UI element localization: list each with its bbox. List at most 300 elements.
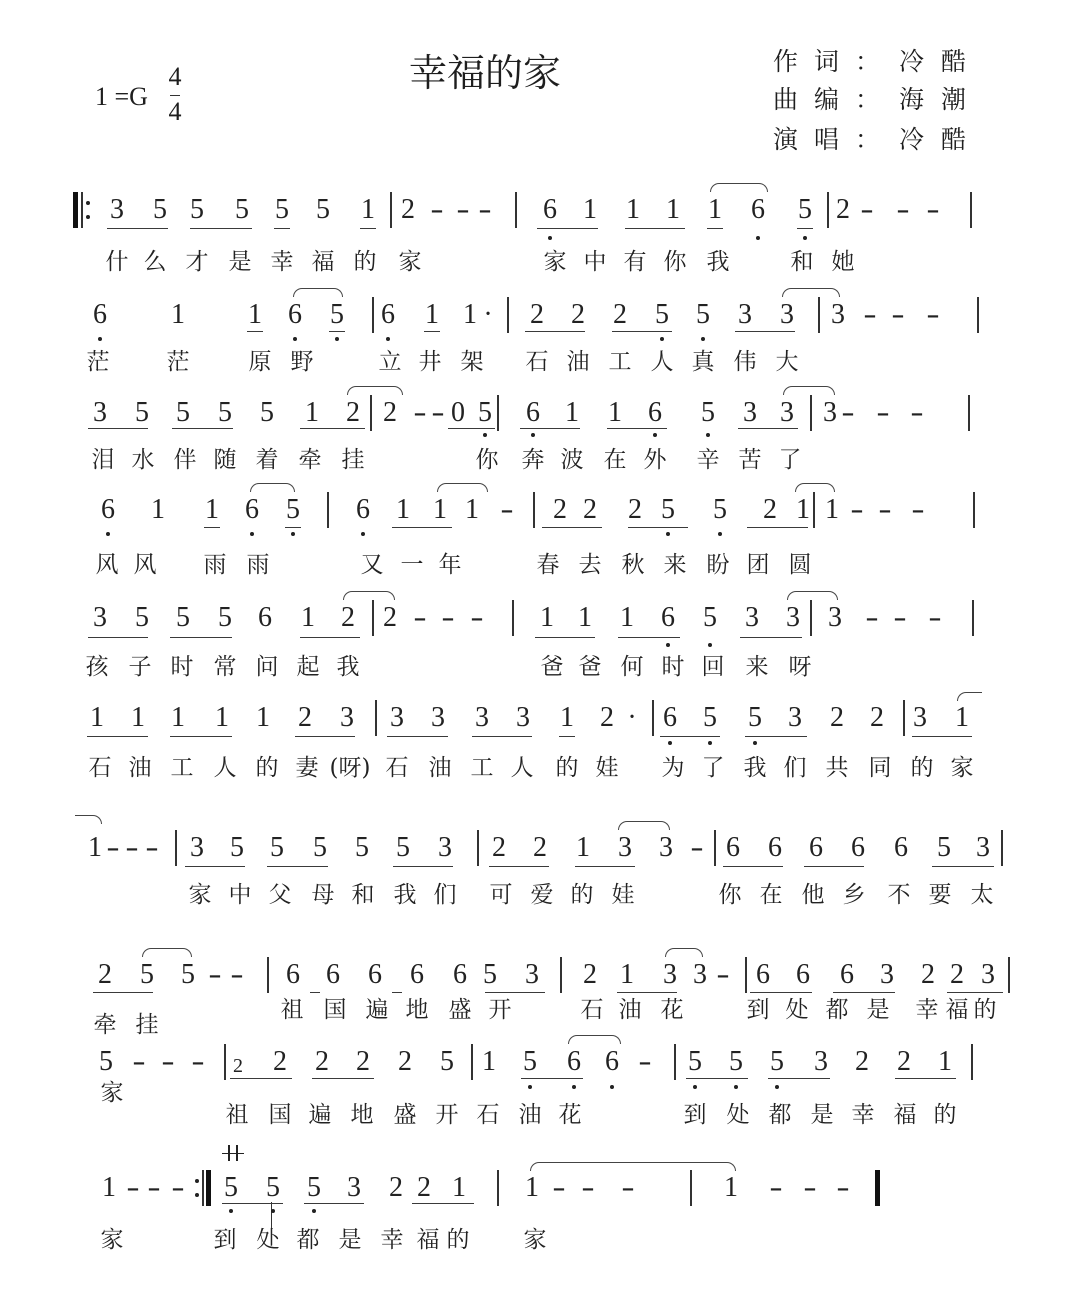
low-octave-dot [753,741,757,745]
lyric: 何 [620,654,644,680]
dash: - [191,1046,205,1077]
lyric: 地 [350,1102,374,1128]
note: 5 [440,1046,454,1077]
lyric: 时 [170,654,194,680]
note: 3 [93,397,107,428]
note: 3 [780,299,794,330]
note: 2 [836,194,850,225]
note: 5 [703,602,717,633]
lyric: 你 [663,249,687,275]
lyric: 家 [188,882,212,908]
beat-underline [392,992,402,993]
note: 6 [101,494,115,525]
lyric: 娃 [611,882,635,908]
beat-underline [535,637,595,638]
beat-underline [797,228,813,229]
lyric: 可 [489,882,513,908]
low-octave-dot [666,643,670,647]
lyric: 石 [525,349,549,375]
note: 5 [190,194,204,225]
note: 5 [235,194,249,225]
lyric: 了 [701,755,725,781]
barline [977,297,979,333]
note: 1 [626,194,640,225]
low-octave-dot [250,532,254,536]
note: 3 [438,832,452,863]
note: 1 [565,397,579,428]
low-octave-dot [293,337,297,341]
barline [810,395,812,431]
note: 5 [713,494,727,525]
lyric: 挂 [135,1012,159,1038]
barline [674,1044,676,1080]
low-octave-dot [106,532,110,536]
beat-underline [230,1078,292,1079]
note: 3 [743,397,757,428]
note: 5 [701,397,715,428]
beat-underline [360,228,376,229]
beat-underline [804,866,864,867]
note: 5 [523,1046,537,1077]
lyric: 常 [213,654,237,680]
tie-slur [293,288,343,297]
beat-underline [575,866,635,867]
low-octave-dot [666,532,670,536]
sign-mark-icon [228,1145,230,1161]
note: 5 [135,397,149,428]
beat-underline [170,736,232,737]
note: 1 [724,1172,738,1203]
beat-underline [285,527,301,528]
note: 1 [796,494,810,525]
tie-slur [665,948,703,957]
repeat-dot [195,1193,199,1197]
lyric: 幸 [915,997,939,1023]
note: 5 [729,1046,743,1077]
beat-underline [686,1078,748,1079]
lyric: 呀 [788,654,812,680]
dash: - [171,1172,185,1203]
barline [327,492,329,528]
beat-underline [107,228,168,229]
dash: - [803,1172,817,1203]
barline [372,600,374,636]
low-octave-dot [531,433,535,437]
lyric: 人 [650,349,674,375]
note: 6 [258,602,272,633]
lyric: 花 [558,1102,582,1128]
lyric: 人 [510,755,534,781]
lyric: 的 [910,755,934,781]
lyric: 是 [228,249,252,275]
beat-underline [542,527,602,528]
beat-underline [300,637,360,638]
lyric: 是 [338,1227,362,1253]
note: 6 [840,959,854,990]
note: 6 [526,397,540,428]
dash: - [878,494,892,525]
lyric: 母 [311,882,335,908]
lyric: 和 [351,882,375,908]
dash: - [926,299,940,330]
lyric: 盼 [706,552,730,578]
dash: - [106,832,120,863]
note: 5 [218,397,232,428]
lyric: 外 [643,447,667,473]
lyric: 遍 [308,1102,332,1128]
dash: - [910,397,924,428]
lyric: 是 [810,1102,834,1128]
beat-underline [747,527,808,528]
note: 5 [330,299,344,330]
lyric: 水 [131,447,155,473]
note: 3 [340,702,354,733]
note: 6 [894,832,908,863]
note: 5 [770,1046,784,1077]
lyric: 来 [663,552,687,578]
sign-mark-icon [236,1145,238,1161]
barline [813,492,815,528]
note: 2 [492,832,506,863]
note: 1 [482,1046,496,1077]
dash: - [716,959,730,990]
lyric: 家 [950,755,974,781]
lyric: 油 [566,349,590,375]
beat-underline [660,736,720,737]
lyric: 盛 [393,1102,417,1128]
note: 1 [583,194,597,225]
note: 2 [553,494,567,525]
note: 1 [465,494,479,525]
note: 5 [218,602,232,633]
barline [970,192,972,228]
dash: - [911,494,925,525]
final-barline [875,1170,880,1206]
barline [224,1044,226,1080]
lyric: 工 [170,755,194,781]
lyric: 家 [543,249,567,275]
note: 6 [381,299,395,330]
note: 5 [275,194,289,225]
note: 5 [396,832,410,863]
lyric: 花 [660,997,684,1023]
lyric: 她 [831,249,855,275]
barline [810,600,812,636]
dash: - [841,397,855,428]
lyric: 处 [726,1102,750,1128]
note: 1 [708,194,722,225]
dash: - [208,959,222,990]
dash: - [769,1172,783,1203]
lyric: 圆 [788,552,812,578]
note: 3 [738,299,752,330]
note: 6 [245,494,259,525]
lyric: 的 [446,1227,470,1253]
lyric: 的 [555,755,579,781]
note: 2 [583,494,597,525]
low-octave-dot [312,1209,316,1213]
lyric: 团 [746,552,770,578]
barline [497,395,499,431]
note: 1 [955,702,969,733]
note: 5 [688,1046,702,1077]
beat-underline [304,1203,364,1204]
time-signature-bottom: 4 [168,97,182,126]
beat-underline [607,428,667,429]
sign-mark-icon [222,1153,244,1154]
low-octave-dot [693,1085,697,1089]
tie-slur [343,591,395,600]
lyric: 福 [311,249,335,275]
note: 6 [851,832,865,863]
lyric: 中 [228,882,252,908]
lyric: 爸 [578,654,602,680]
note: 2 [298,702,312,733]
beat-underline [93,992,153,993]
lyric: 同 [868,755,892,781]
barline [968,395,970,431]
note: 6 [356,494,370,525]
lyric: 祖 [225,1102,249,1128]
beat-underline [489,866,549,867]
note: 1 [205,494,219,525]
beat-underline [707,228,723,229]
beat-underline [312,1078,374,1079]
note: 1 [938,1046,952,1077]
note: 6 [368,959,382,990]
note: 1 [452,1172,466,1203]
lyric: 你 [475,447,499,473]
note: 3 [390,702,404,733]
beat-underline [738,428,798,429]
lyric: 随 [213,447,237,473]
note: 6 [605,1046,619,1077]
lyric: 风 [133,552,157,578]
lyric: 家 [523,1227,547,1253]
note: 2 [870,702,884,733]
beat-underline [170,637,232,638]
barline [560,957,562,993]
note: 2 [389,1172,403,1203]
note: 2 [763,494,777,525]
tie-slur [710,183,768,192]
note: 2 [398,1046,412,1077]
tie-slur [795,483,835,492]
lyric: 架 [460,349,484,375]
song-title: 幸福的家 [408,51,562,95]
lyric: 真 [691,349,715,375]
dash: - [470,602,484,633]
lyric: 原 [248,349,272,375]
note: 5 [135,602,149,633]
note: 5 [176,397,190,428]
beat-underline [628,527,688,528]
note: 3 [831,299,845,330]
note: 5 [99,1046,113,1077]
note: 2 [315,1046,329,1077]
note: 1 [171,299,185,330]
note: 5 [355,832,369,863]
note: 2 [417,1172,431,1203]
note: 1 [463,299,477,330]
tie-slur [530,1162,736,1171]
low-octave-dot [653,433,657,437]
note: 5 [286,494,300,525]
lyric: 们 [783,755,807,781]
lyric: 福 [416,1227,440,1253]
barline [827,192,829,228]
lyric: 又 [360,552,384,578]
lyric: 到 [746,997,770,1023]
low-octave-dot [706,433,710,437]
repeat-dot [195,1179,199,1183]
dash: - [125,832,139,863]
beat-underline [412,1203,474,1204]
dash: - [413,397,427,428]
time-signature-top: 4 [168,62,182,91]
repeat-end-thin-bar [202,1170,204,1206]
note: 3 [516,702,530,733]
dash: - [860,194,874,225]
lyric: 立 [378,349,402,375]
note: 5 [316,194,330,225]
lyric: 福 [893,1102,917,1128]
note: 2 [341,602,355,633]
barline [971,1044,973,1080]
tie-slur [250,483,295,492]
tie-slur [618,821,670,830]
lyric: 野 [290,349,314,375]
note: 5 [703,702,717,733]
note: 2 [530,299,544,330]
note: 6 [809,832,823,863]
lyric: 处 [256,1227,280,1253]
dash: - [891,299,905,330]
tie-slur [142,948,192,957]
dash: - [865,602,879,633]
lyric: 的 [933,1102,957,1128]
barline [370,395,372,431]
beat-underline [448,428,495,429]
beat-underline [947,992,1003,993]
lyric: 父 [268,882,292,908]
dash: - [621,1172,635,1203]
lyric: 什 [105,249,129,275]
beat-underline [267,866,328,867]
tie-slur [957,692,982,701]
lyric: 家 [100,1227,124,1253]
lyric: 你 [718,882,742,908]
lyric: 我 [743,755,767,781]
lyric: 共 [825,755,849,781]
lyric: 着 [255,447,279,473]
note: 3 [431,702,445,733]
note: 1 [88,832,102,863]
note: 6 [453,959,467,990]
lyric: 奔 [521,447,545,473]
dash: - [230,959,244,990]
barline [507,297,509,333]
barline [745,957,747,993]
note: 2 [830,702,844,733]
note: 5 [307,1172,321,1203]
lyric: 茫 [86,349,110,375]
note: 6 [751,194,765,225]
lyric: 来 [745,654,769,680]
note: 6 [567,1046,581,1077]
lyric: 要 [928,882,952,908]
dash: - [147,1172,161,1203]
note: 6 [796,959,810,990]
credit-lyricist-name: 冷酷 [899,47,984,76]
lyric: 和 [790,249,814,275]
low-octave-dot [610,1085,614,1089]
beat-underline [392,527,452,528]
note: 2 [383,397,397,428]
lyric: 不 [887,882,911,908]
low-octave-dot [572,1085,576,1089]
note: 3 [659,832,673,863]
barline [375,700,377,736]
beat-underline [300,428,365,429]
lyric: 我 [393,882,417,908]
lyric: 茫 [166,349,190,375]
note: 2 [533,832,547,863]
note: 6 [410,959,424,990]
note: 1 [578,602,592,633]
beat-underline [618,637,680,638]
lyric: 才 [185,249,209,275]
lyric: 工 [608,349,632,375]
note: 3 [525,959,539,990]
note: 2 [273,1046,287,1077]
dash: - [431,397,445,428]
low-octave-dot [483,433,487,437]
note: 6 [93,299,107,330]
beat-underline [932,866,994,867]
low-octave-dot [775,1085,779,1089]
lyric: (呀) [329,755,371,781]
lyric: 在 [603,447,627,473]
note: 3 [823,397,837,428]
note: 1 [131,702,145,733]
note: 5 [696,299,710,330]
note: 1 [256,702,270,733]
lyric: 油 [518,1102,542,1128]
note: 5 [478,397,492,428]
note: 6 [286,959,300,990]
lyric: 他 [801,882,825,908]
repeat-start-thick-bar [73,192,78,228]
lyric: 工 [470,755,494,781]
augmentation-dot: · [483,299,493,330]
low-octave-dot [291,532,295,536]
lyric: 娃 [595,755,619,781]
note: 1 [248,299,262,330]
lyric: 波 [560,447,584,473]
low-octave-dot [361,532,365,536]
lyric: 在 [759,882,783,908]
lyric: 挂 [341,447,365,473]
note: 6 [543,194,557,225]
lyric: 油 [618,997,642,1023]
barline [175,830,177,866]
lyric: 处 [785,997,809,1023]
note: 3 [976,832,990,863]
beat-underline [833,992,895,993]
barline [652,700,654,736]
beat-underline [393,866,453,867]
